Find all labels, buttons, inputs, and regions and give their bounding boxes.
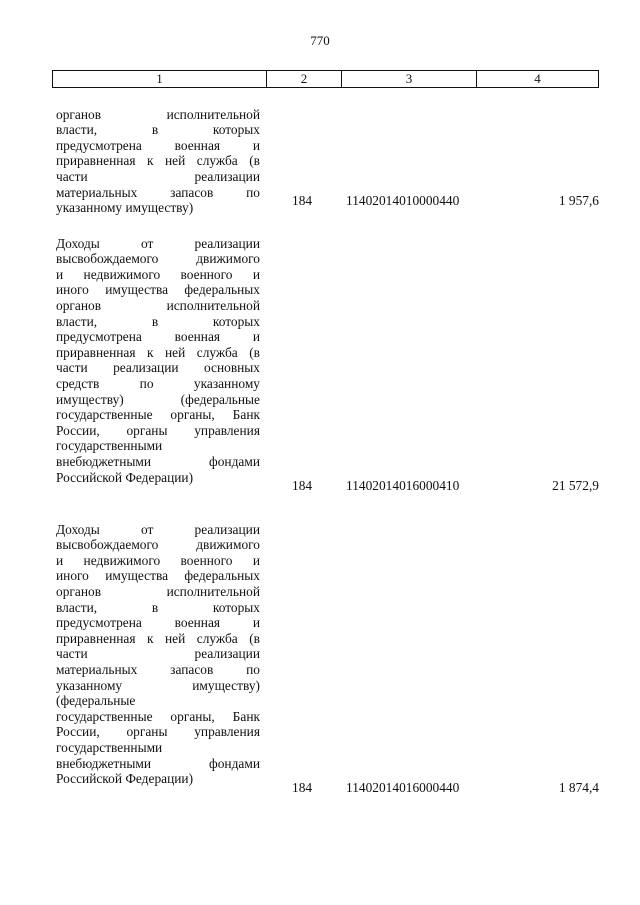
row-kbk: 11402014016000440: [346, 780, 460, 795]
header-col-4: 4: [534, 71, 541, 86]
row-amount: 1 957,6: [558, 193, 599, 208]
row-description-text: Доходы от реализации высвобождаемого движимого и недвижимого военного и иного имущества федеральных органов исполнительной власти, в которых предусмотрена военная и приравненная к ней служба (в части реализации основных средств по указанному имуществу) (федеральные государственные органы, Банк России, органы управления государственными внебюджетными фондами: [56, 235, 260, 469]
header-col-3: 3: [342, 71, 477, 87]
row-description: [56, 91, 260, 231]
row-code: 184: [292, 193, 313, 208]
table-header: [52, 70, 599, 88]
row-amount: 21 572,9: [552, 478, 599, 493]
row-amount: 1 874,4: [558, 780, 599, 795]
row-description-text: Доходы от реализации высвобождаемого движимого и недвижимого военного и иного имущества федеральных органов исполнительной власти, в которых предусмотрена военная и приравненная к ней служба (в части реализации материальных запасов по указанному имуществу) (федеральные государственные органы, Банк России, органы управления государственными внебюджетными фондами: [56, 521, 260, 771]
row-description: [56, 220, 260, 501]
row-kbk: 11402014010000440: [346, 193, 460, 208]
header-col-2: 2: [267, 71, 342, 87]
header-col-1: 1: [53, 71, 267, 87]
row-description: [56, 506, 260, 802]
row-description-last-line: Российской Федерации): [56, 771, 194, 787]
row-code: 184: [292, 478, 313, 493]
row-description-text: органов исполнительной власти, в которых предусмотрена военная и приравненная к ней служба (в части реализации материальных запасов по: [56, 106, 260, 200]
page-number: 770: [310, 33, 330, 48]
row-kbk: 11402014016000410: [346, 478, 460, 493]
row-code: 184: [292, 780, 313, 795]
row-description-last-line: указанному имуществу): [56, 200, 194, 216]
row-description-last-line: Российской Федерации): [56, 469, 194, 485]
